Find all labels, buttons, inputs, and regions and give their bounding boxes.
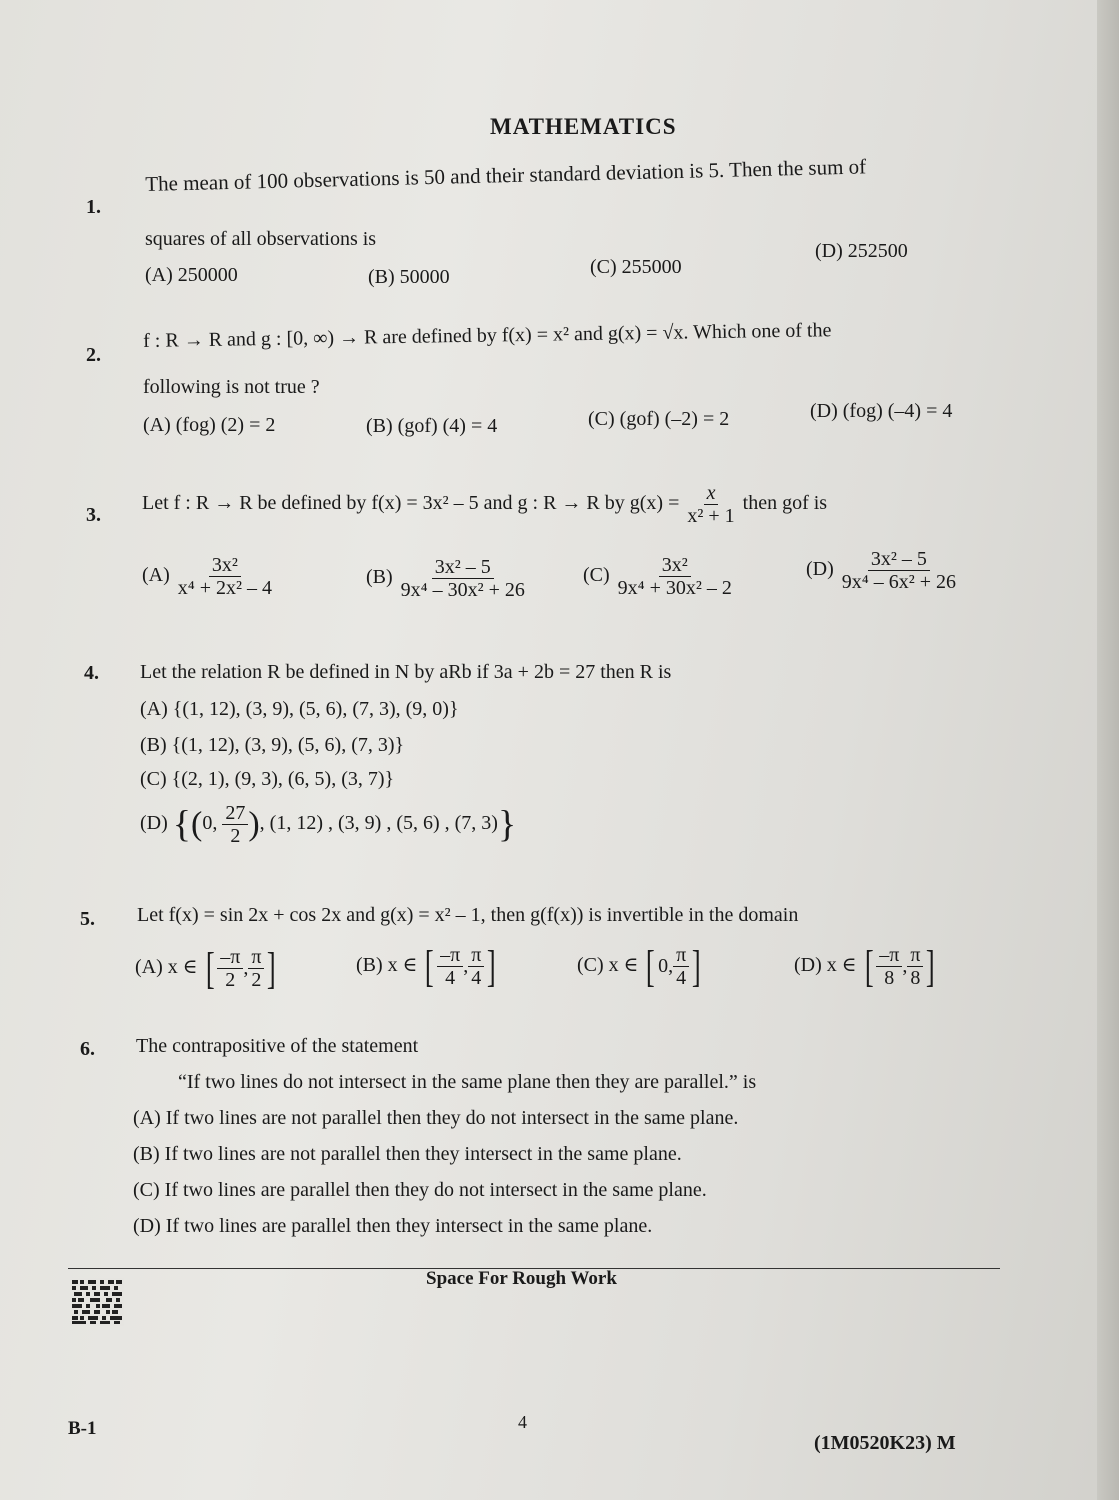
option-label: (C) bbox=[583, 564, 610, 587]
denominator: 2 bbox=[230, 825, 241, 847]
interval: [ 0, $\frac{\pi}{4}$ ] bbox=[646, 941, 701, 991]
question-5-option-d bbox=[794, 941, 938, 991]
option-label: (A) x ∈ bbox=[135, 956, 198, 979]
question-2-text-2: following is not true ? bbox=[143, 376, 320, 398]
numerator: π bbox=[468, 944, 484, 967]
question-4-text: Let the relation R be defined in N by aRb if 3a + 2b = 27 then R is bbox=[140, 661, 672, 683]
question-6-option-b: (B) If two lines are not parallel then they intersect in the same plane. bbox=[133, 1143, 682, 1165]
question-4-option-d: (D) {(0, $\frac{27}{2}$ ), (1, 12) , (3, 9) , (5, 6) , (7, 3)} bbox=[140, 802, 517, 847]
question-2-number: 2. bbox=[86, 344, 101, 366]
denominator: 2 bbox=[225, 969, 236, 991]
question-2-option-d: (D) (fog) (–4) = 4 bbox=[810, 400, 953, 422]
question-3-g-numerator: x bbox=[704, 482, 719, 505]
question-3-option-c-fraction bbox=[615, 554, 735, 599]
question-6-text: The contrapositive of the statement bbox=[136, 1035, 419, 1057]
question-2-option-a: (A) (fog) (2) = 2 bbox=[143, 414, 276, 436]
numerator: 3x² – 5 bbox=[432, 556, 494, 579]
question-2-option-b: (B) (gof) (4) = 4 bbox=[366, 415, 498, 437]
question-1-option-d: (D) 252500 bbox=[815, 240, 908, 262]
interval: [ $\frac{-\pi}{8}$ , $\frac{\pi}{8}$ ] bbox=[864, 941, 936, 991]
question-1-option-b: (B) 50000 bbox=[368, 266, 450, 288]
question-4-option-d-fraction bbox=[222, 802, 248, 847]
question-6-number: 6. bbox=[80, 1038, 95, 1060]
numerator: π bbox=[673, 944, 689, 967]
option-label: (A) bbox=[142, 564, 170, 587]
denominator: 2 bbox=[251, 969, 262, 991]
rough-work-label: Space For Rough Work bbox=[426, 1268, 617, 1289]
question-3-option-b-fraction bbox=[398, 556, 528, 601]
question-5-option-a bbox=[135, 943, 279, 993]
numerator: 3x² bbox=[209, 554, 241, 577]
question-6-option-a: (A) If two lines are not parallel then they do not intersect in the same plane. bbox=[133, 1107, 739, 1129]
numerator: –π bbox=[876, 944, 902, 967]
denominator: 4 bbox=[676, 967, 687, 989]
denominator: 8 bbox=[910, 967, 921, 989]
question-4-option-b: (B) {(1, 12), (3, 9), (5, 6), (7, 3)} bbox=[140, 734, 405, 756]
question-3-g-fraction bbox=[684, 482, 737, 527]
question-1-text: The mean of 100 observations is 50 and their standard deviation is 5. Then the sum of bbox=[145, 154, 867, 196]
question-3-option-a-fraction bbox=[175, 554, 275, 599]
option-label: (B) bbox=[366, 566, 393, 589]
question-1-option-a: (A) 250000 bbox=[145, 264, 238, 286]
question-5-number: 5. bbox=[80, 908, 95, 930]
question-3-option-a bbox=[142, 554, 275, 599]
question-3-text-post: then gof is bbox=[742, 492, 828, 515]
option-label: (D) bbox=[140, 812, 168, 835]
question-6-option-c: (C) If two lines are parallel then they do not intersect in the same plane. bbox=[133, 1179, 707, 1201]
numerator: π bbox=[907, 944, 923, 967]
question-3-text bbox=[142, 482, 827, 527]
denominator: x⁴ + 2x² – 4 bbox=[177, 577, 273, 599]
interval: [ $\frac{-\pi}{2}$ , $\frac{\pi}{2}$ ] bbox=[205, 943, 277, 993]
question-4-option-c: (C) {(2, 1), (9, 3), (6, 5), (3, 7)} bbox=[140, 768, 395, 790]
pair-first: 0, bbox=[202, 812, 218, 835]
option-label: (C) x ∈ bbox=[577, 954, 639, 977]
question-5-option-c bbox=[577, 941, 704, 991]
question-3-number: 3. bbox=[86, 504, 101, 526]
question-6-option-d: (D) If two lines are parallel then they intersect in the same plane. bbox=[133, 1215, 653, 1237]
denominator: 4 bbox=[445, 967, 456, 989]
denominator: 9x⁴ – 30x² + 26 bbox=[400, 579, 525, 601]
question-1-text-2: squares of all observations is bbox=[145, 228, 377, 250]
option-label: (D) x ∈ bbox=[794, 954, 857, 977]
page-number: 4 bbox=[518, 1412, 527, 1432]
question-5-option-b bbox=[356, 941, 499, 991]
numerator: π bbox=[248, 946, 264, 969]
question-6-quote: “If two lines do not intersect in the same plane then they are parallel.” is bbox=[178, 1071, 757, 1093]
question-5-text: Let f(x) = sin 2x + cos 2x and g(x) = x² – 1, then g(f(x)) is invertible in the domain bbox=[137, 904, 799, 926]
denominator: 8 bbox=[884, 967, 895, 989]
qr-code-icon bbox=[70, 1278, 124, 1326]
numerator: –π bbox=[437, 944, 463, 967]
question-3-option-b bbox=[366, 556, 528, 601]
numerator: 3x² bbox=[659, 554, 691, 577]
option-label: (D) bbox=[806, 558, 834, 581]
pair-list: , (1, 12) , (3, 9) , (5, 6) , (7, 3) bbox=[259, 812, 498, 835]
denominator: 9x⁴ + 30x² – 2 bbox=[617, 577, 732, 599]
question-2-option-c: (C) (gof) (–2) = 2 bbox=[588, 408, 730, 430]
question-2-text: f : R → R and g : [0, ∞) → R are defined by f(x) = x² and g(x) = √x. Which one of the bbox=[143, 319, 832, 352]
denominator: 4 bbox=[471, 967, 482, 989]
page-edge bbox=[1097, 0, 1119, 1500]
numerator: 3x² – 5 bbox=[868, 548, 930, 571]
question-4-option-a: (A) {(1, 12), (3, 9), (5, 6), (7, 3), (9, 0)} bbox=[140, 698, 459, 720]
question-3-option-d bbox=[806, 548, 959, 593]
denominator: 9x⁴ – 6x² + 26 bbox=[841, 571, 957, 593]
question-3-option-c bbox=[583, 554, 735, 599]
interval-start: 0, bbox=[658, 955, 674, 977]
question-3-option-d-fraction bbox=[839, 548, 959, 593]
question-1-number: 1. bbox=[86, 196, 101, 218]
question-3-text-pre: Let f : R → R be defined by f(x) = 3x² – 5 and g : R → R by g(x) = bbox=[142, 492, 680, 515]
question-4-number: 4. bbox=[84, 662, 99, 684]
numerator: 27 bbox=[222, 802, 248, 825]
option-label: (B) x ∈ bbox=[356, 954, 418, 977]
paper-code: (1M0520K23) M bbox=[814, 1432, 956, 1454]
numerator: –π bbox=[217, 946, 243, 969]
question-1-option-c: (C) 255000 bbox=[590, 256, 682, 278]
question-3-g-denominator: x² + 1 bbox=[687, 505, 735, 527]
page-title: MATHEMATICS bbox=[490, 114, 677, 139]
interval: [ $\frac{-\pi}{4}$ , $\frac{\pi}{4}$ ] bbox=[425, 941, 497, 991]
booklet-series: B-1 bbox=[68, 1418, 97, 1439]
